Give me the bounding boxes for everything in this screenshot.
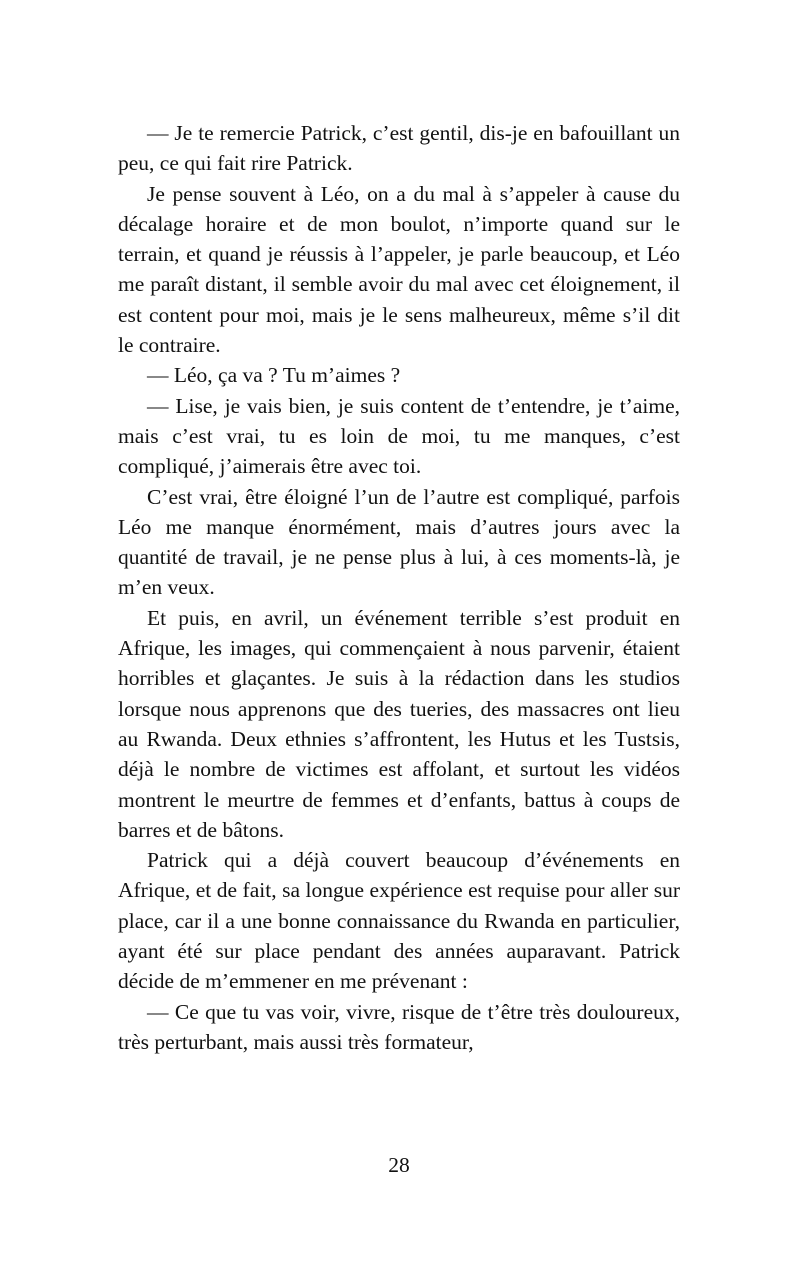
paragraph-8: — Ce que tu vas voir, vivre, risque de t’être très douloureux, très perturbant, mais aussi très formateur, [118,999,680,1054]
paragraph-5: C’est vrai, être éloigné l’un de l’autre est compliqué, parfois Léo me manque énormément, mais d’autres jours avec la quantité de travail, je ne pense plus à lui, à ces moments-là, je m’en veux. [118,484,680,600]
page-number: 28 [388,1153,410,1177]
paragraph-7: Patrick qui a déjà couvert beaucoup d’événements en Afrique, et de fait, sa longue expérience est requise pour aller sur place, car il a une bonne connaissance du Rwanda en particulier, ayant été sur place pendant des années auparavant. Patrick décide de m’emmener en me prévenant : [118,848,680,994]
paragraph-1: — Je te remercie Patrick, c’est gentil, dis-je en bafouillant un peu, ce qui fait rire Patrick. [118,121,680,176]
paragraph-4: — Lise, je vais bien, je suis content de t’entendre, je t’aime, mais c’est vrai, tu es loin de moi, tu me manques, c’est compliqué, j’aimerais être avec toi. [118,393,680,479]
paragraph-3: — Léo, ça va ? Tu m’aimes ? [147,363,401,388]
page-body [118,118,680,1057]
paragraph-6: Et puis, en avril, un événement terrible s’est produit en Afrique, les images, qui commençaient à nous parvenir, étaient horribles et glaçantes. Je suis à la rédaction dans les studios lorsque nous apprenons que des tueries, des massacres ont lieu au Rwanda. Deux ethnies s’affrontent, les Hutus et les Tustsis, déjà le nombre de victimes est affolant, et surtout les vidéos montrent le meurtre de femmes et d’enfants, battus à coups de barres et de bâtons. [118,605,680,842]
paragraph-2: Je pense souvent à Léo, on a du mal à s’appeler à cause du décalage horaire et de mon boulot, n’importe quand sur le terrain, et quand je réussis à l’appeler, je parle beaucoup, et Léo me paraît distant, il semble avoir du mal avec cet éloignement, il est content pour moi, mais je le sens malheureux, même s’il dit le contraire. [118,181,680,358]
